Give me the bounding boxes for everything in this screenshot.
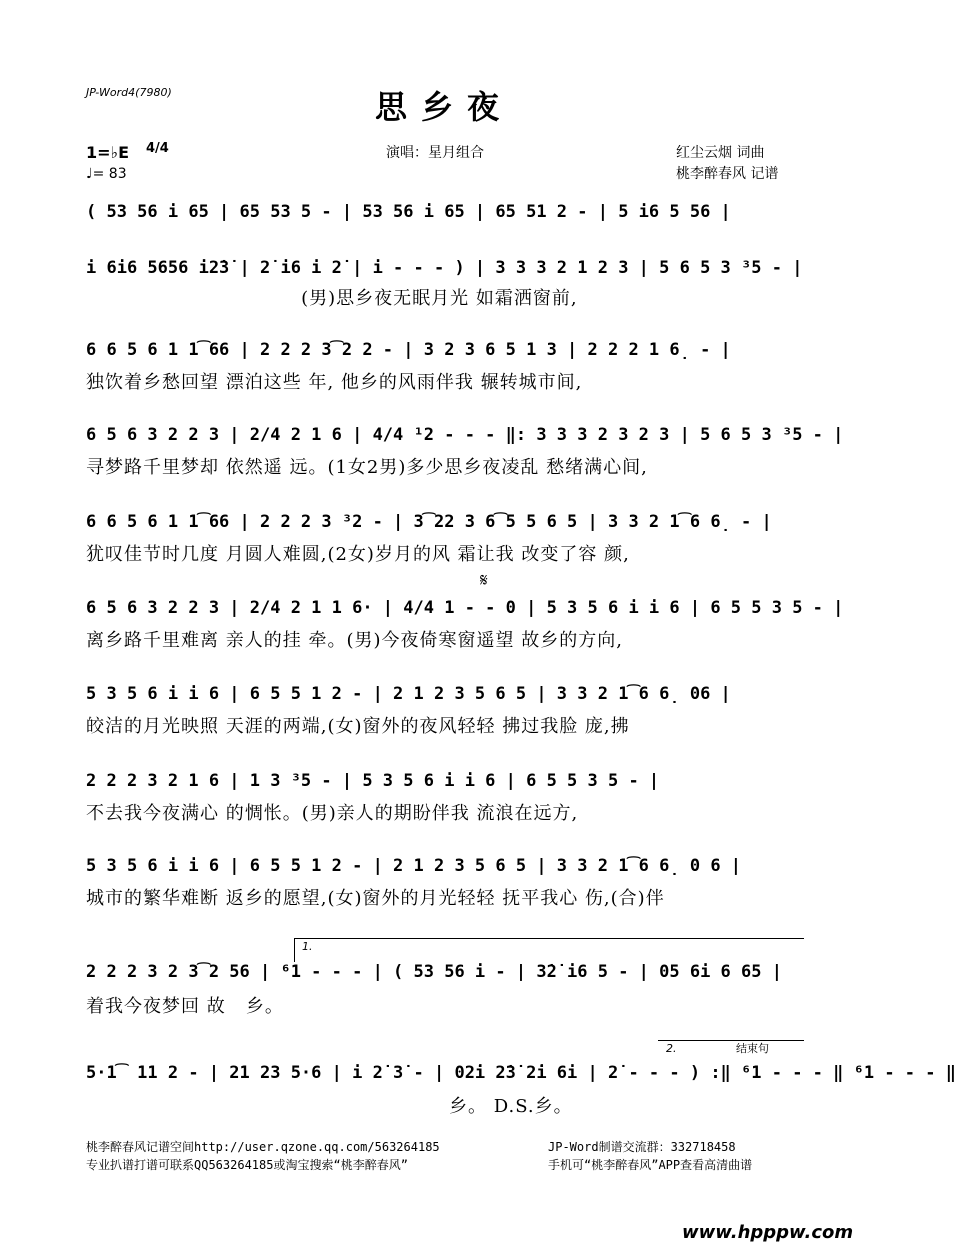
lyrics-line-2: (男)思乡夜无眠月光 如霜洒窗前,	[86, 288, 578, 309]
volta-bracket-2	[658, 1040, 804, 1041]
song-title: 思乡夜	[374, 88, 513, 126]
notation-line-11: 5·1͡ 11 2 - | 21 23 5·6 | i 2̇ 3̇ - | 02̇i 2̇3̇ 2̇i 6i | 2̇ - - - ) :‖ ⁶1 - - - ‖ ⁶1 - - - ‖	[86, 1063, 956, 1083]
notation-line-9: 5 3 5 6 i i 6 | 6 5 5 1 2 - | 2 1 2 3 5 6 5 | 3 3 2 1͡6 6̣ 0 6 |	[86, 856, 742, 876]
volta-2-label: 2.	[666, 1042, 677, 1055]
volta-bracket-1-hook	[294, 938, 295, 962]
volta-1-label: 1.	[302, 940, 313, 953]
footer-contact-line-1: 桃李醉春风记谱空间http://user.qzone.qq.com/563264185	[86, 1140, 440, 1154]
notation-line-8: 2 2 2 3 2 1 6 | 1 3 ³5 - | 5 3 5 6 i i 6 | 6 5 5 3 5 - |	[86, 771, 660, 791]
key-signature: 1=♭E	[86, 143, 130, 162]
lyrics-line-7: 皎洁的月光映照 天涯的两端,(女)窗外的夜风轻轻 拂过我脸 庞,拂	[86, 716, 630, 737]
notation-line-10: 2 2 2 3 2 3͡2 56 | ⁶1 - - - | ( 53 56 i - | 3̇2̇ i6 5 - | 05 6i 6 65 |	[86, 962, 782, 982]
lyrics-line-8: 不去我今夜满心 的惆怅。(男)亲人的期盼伴我 流浪在远方,	[86, 803, 579, 824]
footer-contact-line-2: 专业扒谱打谱可联系QQ563264185或淘宝搜索“桃李醉春风”	[86, 1158, 408, 1172]
notation-line-6: 6 5 6 3 2 2 3 | 2/4 2 1 1 6· | 4/4 1 - - 0 | 5 3 5 6 i i 6 | 6 5 5 3 5 - |	[86, 598, 844, 618]
lyrics-line-3: 独饮着乡愁回望 漂泊这些 年, 他乡的风雨伴我 辗转城市间,	[86, 372, 583, 393]
volta-bracket-1	[294, 938, 804, 939]
singer-credit: 演唱：星月组合	[386, 145, 484, 161]
notation-line-1: ( 53 56 i 65 | 65 53 5 - | 53 56 i 65 | 65 51 2 - | 5 i6 5 56 |	[86, 202, 731, 222]
notation-line-3: 6 6 5 6 1 1͡66 | 2 2 2 3͡2 2 - | 3 2 3 6 5 1 3 | 2 2 2 1 6̣ - |	[86, 340, 731, 360]
tempo-marking: ♩= 83	[86, 166, 127, 182]
lyrics-line-6: 离乡路千里难离 亲人的挂 牵。(男)今夜倚寒窗遥望 故乡的方向,	[86, 630, 623, 651]
lyrics-line-9: 城市的繁华难断 返乡的愿望,(女)窗外的月光轻轻 抚平我心 伤,(合)伴	[86, 888, 665, 909]
lyricist-composer-credit: 红尘云烟 词曲	[676, 145, 765, 161]
footer-group-line: JP-Word制谱交流群：332718458	[548, 1140, 736, 1154]
notation-line-4: 6 5 6 3 2 2 3 | 2/4 2 1 6 | 4/4 ¹2 - - - ‖: 3 3 3 2 3 2 3 | 5 6 5 3 ³5 - |	[86, 425, 844, 445]
time-signature: 4/4	[146, 141, 169, 156]
notation-line-7: 5 3 5 6 i i 6 | 6 5 5 1 2 - | 2 1 2 3 5 6 5 | 3 3 2 1͡6 6̣ 06 |	[86, 684, 731, 704]
footer-app-line: 手机可“桃李醉春风”APP查看高清曲谱	[548, 1158, 753, 1172]
notation-line-5: 6 6 5 6 1 1͡66 | 2 2 2 3 ³2 - | 3͡22 3 6͡5 5 6 5 | 3 3 2 1͡6 6̣ - |	[86, 512, 772, 532]
website-watermark: www.hpppw.com	[682, 1222, 854, 1243]
lyrics-line-11: 乡。 D.S.乡。	[86, 1096, 573, 1117]
transcriber-credit: 桃李醉春风 记谱	[676, 166, 779, 182]
lyrics-line-10: 着我今夜梦回 故 乡。	[86, 996, 284, 1017]
software-label: JP-Word4(7980)	[86, 86, 172, 99]
ending-phrase-label: 结束句	[736, 1042, 769, 1055]
notation-line-2: i 6i6 5656 i2̇3̇ | 2̇ i6 i 2̇ | i - - - ) | 3 3 3 2 1 2 3 | 5 6 5 3 ³5 - |	[86, 258, 803, 278]
lyrics-line-5: 犹叹佳节时几度 月圆人难圆,(2女)岁月的风 霜让我 改变了容 颜,	[86, 544, 630, 565]
lyrics-line-4: 寻梦路千里梦却 依然遥 远。(1女2男)多少思乡夜凌乱 愁绪满心间,	[86, 457, 648, 478]
segno-symbol: 𝄋	[480, 570, 488, 591]
